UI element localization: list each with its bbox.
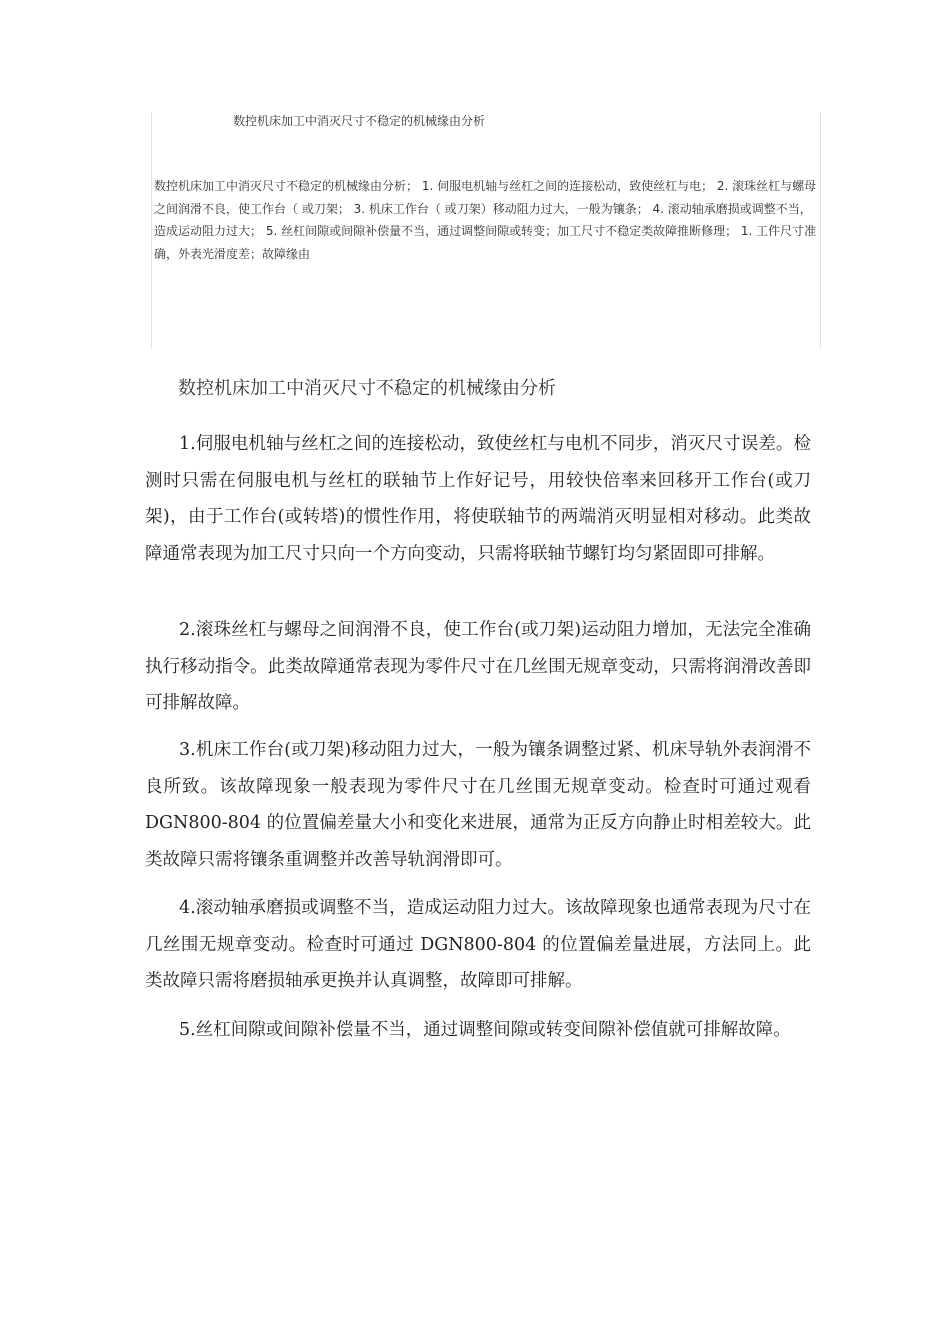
paragraph-4: 4.滚动轴承磨损或调整不当，造成运动阻力过大。该故障现象也通常表现为尺寸在几丝围无规章变动。检查时可通过 DGN800-804 的位置偏差量进展，方法同上。此类故障只需将磨损轴承更换并认真调整，故障即可排解。 bbox=[145, 898, 811, 991]
paragraph-1: 1.伺服电机轴与丝杠之间的连接松动，致使丝杠与电机不同步，消灭尺寸误差。检测时只需在伺服电机与丝杠的联轴节上作好记号，用较快倍率来回移开工作台(或刀架)，由于工作台(或转塔)的惯性作用，将使联轴节的两端消灭明显相对移动。此类故障通常表现为加工尺寸只向一个方向变动，只需将联轴节螺钉均匀紧固即可排解。 bbox=[145, 434, 811, 564]
paragraph-5: 5.丝杠间隙或间隙补偿量不当，通过调整间隙或转变间隙补偿值就可排解故障。 bbox=[179, 1020, 791, 1040]
summary-title: 数控机床加工中消灭尺寸不稳定的机械缘由分析 bbox=[233, 114, 486, 128]
summary-text: 数控机床加工中消灭尺寸不稳定的机械缘由分析； 1. 伺服电机轴与丝杠之间的连接松动，致使丝杠与电； 2. 滚珠丝杠与螺母之间润滑不良，使工作台（ 或刀架； 3. 机床工作台（ 或刀架）移动阻力过大，一般为镶条； 4. 滚动轴承磨损或调整不当，造成运动阻力过大； 5. 丝杠间隙或间隙补偿量不当，通过调整间隙或转变；加工尺寸不稳定类故障推断修理； 1. 工件尺寸准确，外表光滑度差；故障缘由 bbox=[154, 179, 817, 261]
paragraph-3: 3.机床工作台(或刀架)移动阻力过大，一般为镶条调整过紧、机床导轨外表润滑不良所致。该故障现象一般表现为零件尺寸在几丝围无规章变动。检查时可通过观看 DGN800-804 的位置偏差量大小和变化来进展，通常为正反方向静止时相差较大。此类故障只需将镶条重调整并改善导轨润滑即可。 bbox=[145, 740, 811, 870]
document-title: 数控机床加工中消灭尺寸不稳定的机械缘由分析 bbox=[178, 378, 556, 399]
paragraph-2: 2.滚珠丝杠与螺母之间润滑不良，使工作台(或刀架)运动阻力增加，无法完全准确执行移动指令。此类故障通常表现为零件尺寸在几丝围无规章变动，只需将润滑改善即可排解故障。 bbox=[145, 620, 811, 713]
summary-box bbox=[151, 112, 821, 348]
